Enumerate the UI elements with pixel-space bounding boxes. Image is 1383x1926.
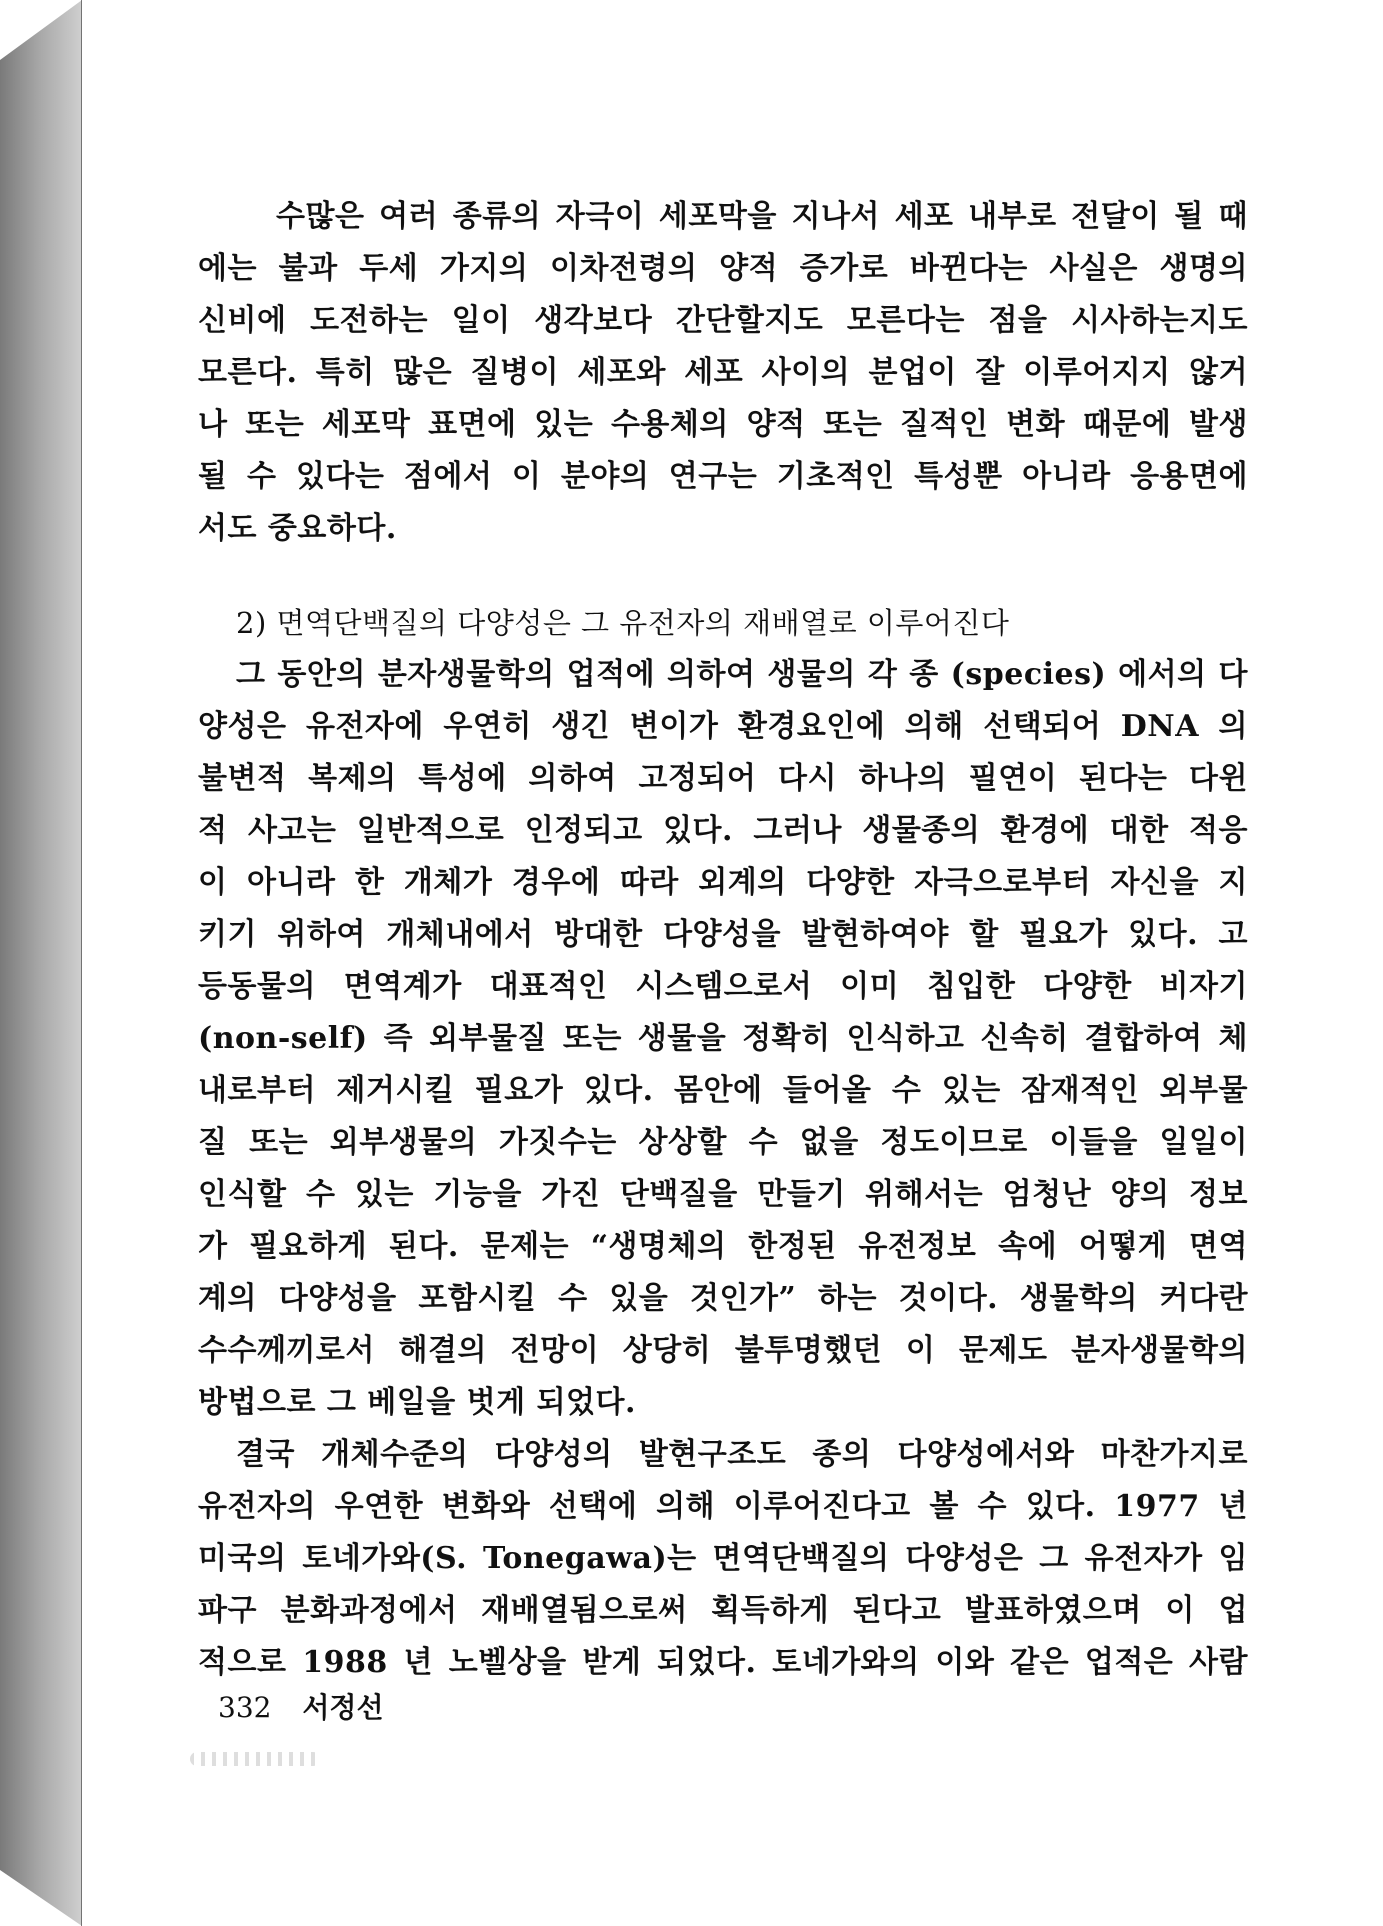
text-line: 내로부터 제거시킬 필요가 있다. 몸안에 들어올 수 있는 잠재적인 외부물 [198,1073,1248,1108]
text-line: 키기 위하여 개체내에서 방대한 다양성을 발현하여야 할 필요가 있다. 고 [198,917,1248,952]
text-line: 가 필요하게 된다. 문제는 “생명체의 한정된 유전정보 속에 어떻게 면역 [198,1229,1248,1264]
page-number: 332 [218,1691,272,1724]
text-line: 에는 불과 두세 가지의 이차전령의 양적 증가로 바뀐다는 사실은 생명의 [198,251,1248,286]
text-line: 양성은 유전자에 우연히 생긴 변이가 환경요인에 의해 선택되어 DNA 의 [198,709,1248,744]
scan-smudge [190,1752,320,1766]
text-line: 수많은 여러 종류의 자극이 세포막을 지나서 세포 내부로 전달이 될 때 [276,199,1248,234]
section-heading: 2) 면역단백질의 다양성은 그 유전자의 재배열로 이루어진다 [236,606,1010,640]
text-line: 그 동안의 분자생물학의 업적에 의하여 생물의 각 종 (species) 에서의 다 [236,657,1248,692]
text-line: 수수께끼로서 해결의 전망이 상당히 불투명했던 이 문제도 분자생물학의 [198,1333,1248,1368]
text-line: 될 수 있다는 점에서 이 분야의 연구는 기초적인 특성뿐 아니라 응용면에 [198,459,1248,494]
text-line: 유전자의 우연한 변화와 선택에 의해 이루어진다고 볼 수 있다. 1977 년 [198,1489,1248,1524]
text-line: 계의 다양성을 포함시킬 수 있을 것인가” 하는 것이다. 생물학의 커다란 [198,1281,1248,1316]
text-line: 서도 중요하다. [198,511,397,546]
text-line: 이 아니라 한 개체가 경우에 따라 외계의 다양한 자극으로부터 자신을 지 [198,865,1248,900]
text-line: 결국 개체수준의 다양성의 발현구조도 종의 다양성에서와 마찬가지로 [236,1437,1248,1472]
text-line: 질 또는 외부생물의 가짓수는 상상할 수 없을 정도이므로 이들을 일일이 [198,1125,1248,1160]
text-line: 인식할 수 있는 기능을 가진 단백질을 만들기 위해서는 엄청난 양의 정보 [198,1177,1248,1212]
text-line: (non-self) 즉 외부물질 또는 생물을 정확히 인식하고 신속히 결합하여 체 [198,1021,1248,1056]
text-line: 모른다. 특히 많은 질병이 세포와 세포 사이의 분업이 잘 이루어지지 않거 [198,355,1248,390]
page-footer [218,1690,384,1726]
text-line: 적으로 1988 년 노벨상을 받게 되었다. 토네가와의 이와 같은 업적은 사람 [198,1645,1248,1680]
text-line: 방법으로 그 베일을 벗게 되었다. [198,1385,636,1420]
text-line: 미국의 토네가와(S. Tonegawa)는 면역단백질의 다양성은 그 유전자가 임 [198,1541,1248,1576]
text-line: 적 사고는 일반적으로 인정되고 있다. 그러나 생물종의 환경에 대한 적응 [198,813,1248,848]
text-line: 파구 분화과정에서 재배열됨으로써 획득하게 된다고 발표하였으며 이 업 [198,1593,1248,1628]
text-line: 신비에 도전하는 일이 생각보다 간단할지도 모른다는 점을 시사하는지도 [198,303,1248,338]
running-author: 서정선 [302,1691,384,1724]
text-line: 나 또는 세포막 표면에 있는 수용체의 양적 또는 질적인 변화 때문에 발생 [198,407,1248,442]
text-line: 불변적 복제의 특성에 의하여 고정되어 다시 하나의 필연이 된다는 다윈 [198,761,1248,796]
text-line: 등동물의 면역계가 대표적인 시스템으로서 이미 침입한 다양한 비자기 [198,969,1248,1004]
